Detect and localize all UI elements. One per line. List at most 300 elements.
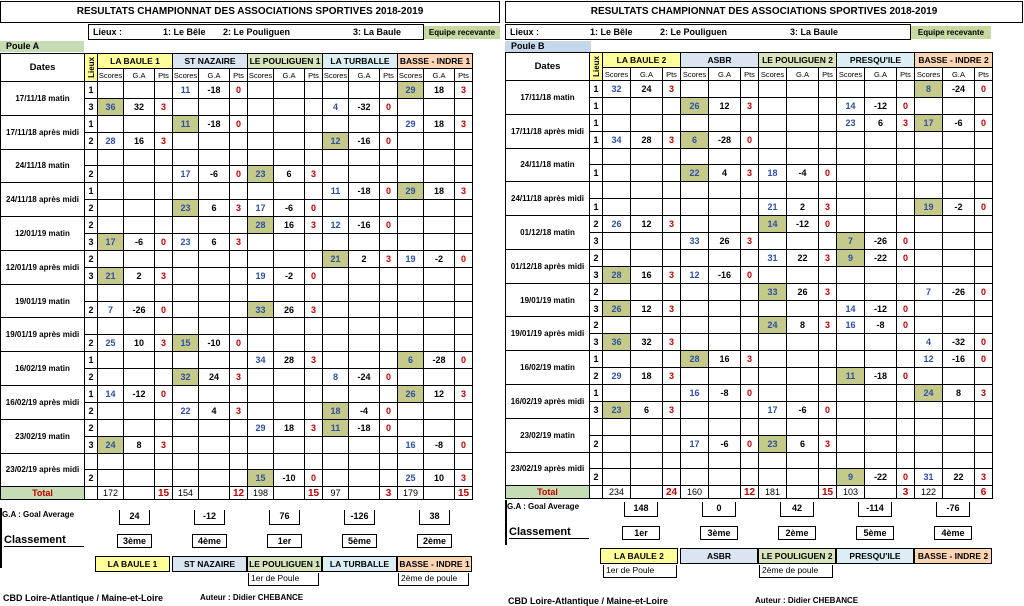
points-cell [380,436,398,453]
rank-value: 3ème [117,534,152,548]
score-cell [173,470,199,487]
score-cell: 29 [603,368,631,385]
score-cell: 23 [248,166,274,183]
points-cell [663,249,681,266]
score-cell: 19 [398,250,424,267]
goal-average-cell [865,216,897,233]
goal-average-cell [124,369,155,386]
score-cell [603,385,631,402]
pool-a-sheet [0,0,501,606]
points-cell: 3 [741,97,759,114]
venues-legend [88,24,424,40]
goal-average-cell [865,351,897,368]
points-cell [897,81,915,98]
points-cell [741,368,759,385]
totals-row [1,487,473,500]
points-cell: 3 [975,469,993,486]
table-row [1,183,473,200]
venue-cell: 1 [590,81,603,98]
table-row [506,452,993,469]
empty-cell [631,418,663,435]
score-cell: 29 [398,183,424,200]
empty-cell [199,487,230,500]
venue-3: 3: La Baule [353,27,402,37]
goal-average-cell [865,266,897,283]
match-date: 23/02/19 matin [506,418,590,452]
goal-average-cell [709,199,741,216]
points-cell [897,334,915,351]
points-cell [380,267,398,284]
goal-average-value: 76 [269,510,300,525]
score-cell [837,385,865,402]
goal-average-cell [865,165,897,182]
points-cell: 0 [897,97,915,114]
empty-cell [199,284,230,301]
venue-1: 1: Le Bêle [163,27,206,37]
points-cell [741,401,759,418]
points-cell [819,233,837,250]
venue-cell: 2 [590,469,603,486]
goal-average-cell [424,335,455,352]
goal-average-cell: 10 [424,470,455,487]
total-points: 12 [230,487,248,500]
points-cell [230,436,248,453]
score-cell [398,98,424,115]
goal-average-cell [865,334,897,351]
score-cell [837,266,865,283]
points-cell [230,132,248,149]
venue-cell: 1 [590,97,603,114]
points-cell [230,386,248,403]
goal-average-cell: 2 [787,199,819,216]
points-cell: 0 [975,351,993,368]
points-cell: 0 [155,301,173,318]
points-cell [819,81,837,98]
empty-cell [975,182,993,199]
points-cell: 0 [305,267,323,284]
venue-cell [85,318,98,335]
empty-cell [173,318,199,335]
empty-cell [709,486,741,499]
match-date: 19/01/19 matin [506,283,590,317]
match-date: 01/12/18 après midi [506,249,590,283]
points-cell [819,469,837,486]
points-cell: 3 [741,351,759,368]
points-cell [819,351,837,368]
table-row [506,249,993,266]
points-cell [819,131,837,148]
goal-average-cell: -6 [199,166,230,183]
score-cell: 36 [603,334,631,351]
points-cell [305,115,323,132]
score-cell [603,283,631,300]
points-cell [230,352,248,369]
score-cell: 28 [248,217,274,234]
goal-average-cell: 8 [787,317,819,334]
points-cell [155,352,173,369]
points-cell: 0 [155,234,173,251]
score-cell [603,199,631,216]
lieux-header [590,53,603,81]
points-cell [663,97,681,114]
ga-subheader: G.A [943,68,975,81]
points-cell [380,200,398,217]
points-cell [741,216,759,233]
score-cell [173,267,199,284]
goal-average-value: -12 [194,510,225,525]
goal-average-cell: -8 [424,436,455,453]
legend-team-1: LA BAULE 1 [95,556,170,572]
empty-cell [759,452,787,469]
pool-name-badge: Poule A [0,41,84,52]
empty-cell [424,318,455,335]
empty-cell [305,318,323,335]
points-cell [380,352,398,369]
score-cell [398,301,424,318]
total-scores: 160 [681,486,709,499]
score-cell [915,300,943,317]
goal-average-cell [787,300,819,317]
empty-cell [124,149,155,166]
points-cell [819,97,837,114]
points-cell: 0 [741,385,759,402]
score-cell [759,97,787,114]
empty-cell [230,149,248,166]
goal-average-cell: 8 [943,385,975,402]
points-cell [230,301,248,318]
empty-cell [248,318,274,335]
venues-label: Lieux : [93,27,123,37]
total-scores: 154 [173,487,199,500]
match-date: 17/11/18 après midi [1,115,85,149]
table-row [506,351,993,368]
goal-average-cell [124,200,155,217]
points-cell: 3 [305,217,323,234]
venue-cell: 1 [590,385,603,402]
goal-average-cell [199,301,230,318]
score-cell: 28 [98,132,124,149]
score-cell [173,183,199,200]
points-cell: 3 [455,115,473,132]
pool-name-badge: Poule B [505,41,591,52]
points-cell: 0 [975,199,993,216]
goal-average-cell [199,132,230,149]
scores-subheader: Scores [323,70,348,80]
empty-cell [323,453,349,470]
table-row [506,216,993,233]
empty-cell [837,418,865,435]
points-cell: 3 [305,166,323,183]
score-cell: 23 [173,200,199,217]
goal-average-cell [787,233,819,250]
empty-cell [155,284,173,301]
scores-subheader: Scores [681,68,709,81]
pts-subheader: Pts [155,69,173,82]
points-cell [897,435,915,452]
empty-cell [305,453,323,470]
venue-cell: 1 [590,351,603,368]
venue-cell: 2 [85,402,98,419]
points-cell [380,386,398,403]
table-row [1,217,473,234]
empty-cell [398,284,424,301]
venue-cell: 3 [590,334,603,351]
venue-cell: 2 [590,249,603,266]
score-cell: 17 [681,435,709,452]
score-cell: 17 [248,200,274,217]
empty-cell [787,452,819,469]
empty-cell [323,284,349,301]
score-cell: 9 [837,249,865,266]
points-cell [897,199,915,216]
goal-average-cell [274,386,305,403]
score-cell: 7 [837,233,865,250]
score-cell [837,334,865,351]
receiving-team-legend: Equipe recevante [424,26,500,39]
score-cell [173,301,199,318]
match-date: 24/11/18 après midi [506,182,590,216]
empty-cell [424,149,455,166]
table-row [506,385,993,402]
score-cell: 25 [398,470,424,487]
score-cell [323,234,349,251]
score-cell [98,369,124,386]
points-cell: 0 [230,115,248,132]
points-cell: 0 [380,217,398,234]
score-cell: 4 [323,98,349,115]
points-cell: 0 [897,300,915,317]
table-row [1,149,473,166]
points-cell: 3 [305,419,323,436]
goal-average-cell [124,166,155,183]
score-cell [603,114,631,131]
score-cell [681,216,709,233]
goal-average-cell [424,419,455,436]
table-row [1,419,473,436]
points-cell [155,250,173,267]
score-cell [759,81,787,98]
table-row [1,453,473,470]
points-cell [741,334,759,351]
goal-average-cell [787,351,819,368]
score-cell: 22 [173,402,199,419]
goal-average-cell [709,334,741,351]
goal-average-cell: 18 [631,368,663,385]
goal-average-cell [349,335,380,352]
points-cell: 0 [897,249,915,266]
score-cell: 12 [681,266,709,283]
goal-average-cell [199,470,230,487]
table-row [1,386,473,403]
points-cell: 3 [305,352,323,369]
points-cell: 3 [455,82,473,99]
score-cell: 24 [759,317,787,334]
empty-cell [199,318,230,335]
goal-average-cell [865,199,897,216]
empty-cell [274,318,305,335]
total-points: 6 [975,486,993,499]
rank-value: 3ème [700,526,738,540]
ga-subheader: G.A [865,68,897,81]
venue-cell: 3 [590,300,603,317]
venue-cell: 3 [85,234,98,251]
empty-cell [631,182,663,199]
venues-label: Lieux : [510,27,540,37]
legend-team-4: PRESQU'ILE [836,548,914,564]
goal-average-cell: 6 [787,435,819,452]
results-table [0,53,473,500]
score-cell: 28 [681,351,709,368]
score-cell [681,199,709,216]
goal-average-cell [349,234,380,251]
score-cell: 15 [173,335,199,352]
goal-average-cell [199,183,230,200]
goal-average-cell [709,368,741,385]
points-cell [305,183,323,200]
empty-cell [155,149,173,166]
goal-average-cell: 8 [124,436,155,453]
goal-average-cell [424,369,455,386]
empty-cell [98,318,124,335]
empty-cell [173,453,199,470]
points-cell: 0 [897,469,915,486]
score-cell [248,335,274,352]
score-cell [837,165,865,182]
score-cell [248,98,274,115]
venue-2: 2: Le Pouliguen [223,27,291,37]
points-cell [897,385,915,402]
empty-cell [230,318,248,335]
empty-cell [943,182,975,199]
goal-average-cell [199,267,230,284]
score-cell [398,402,424,419]
receiving-team-legend: Equipe recevante [911,26,991,39]
goal-average-cell: -6 [709,435,741,452]
score-cell: 12 [915,351,943,368]
empty-cell [915,182,943,199]
goal-average-cell [943,97,975,114]
goal-average-cell [124,250,155,267]
venue-cell: 2 [85,200,98,217]
empty-cell [741,418,759,435]
venue-cell: 2 [85,132,98,149]
goal-average-cell [787,114,819,131]
match-date: 24/11/18 matin [506,148,590,182]
points-cell [155,217,173,234]
legend-team-3: LE POULIGUEN 1 [247,556,322,572]
goal-average-cell [424,301,455,318]
match-date: 16/02/19 matin [1,352,85,386]
points-cell: 0 [230,166,248,183]
points-cell [380,166,398,183]
total-points: 24 [663,486,681,499]
points-cell [741,469,759,486]
rank-value: 5ème [856,526,894,540]
score-cell [173,132,199,149]
points-cell [897,283,915,300]
score-cell: 23 [173,234,199,251]
goal-average-cell [424,200,455,217]
venue-cell: 3 [590,233,603,250]
goal-average-cell: -18 [349,419,380,436]
venue-cell: 2 [85,335,98,352]
points-cell: 0 [380,419,398,436]
ga-subheader: G.A [274,69,305,82]
goal-average-cell: 12 [631,216,663,233]
score-cell [837,131,865,148]
points-cell [897,266,915,283]
score-cell: 12 [323,217,349,234]
goal-average-label: G.A : Goal Average [507,502,580,511]
goal-average-cell [787,385,819,402]
score-cell [603,317,631,334]
venue-cell: 1 [590,165,603,182]
goal-average-cell [943,249,975,266]
score-cell: 11 [173,115,199,132]
points-cell [380,115,398,132]
goal-average-cell [709,81,741,98]
points-cell [455,98,473,115]
total-points: 15 [819,486,837,499]
points-cell [897,401,915,418]
score-cell [323,115,349,132]
venue-cell: 2 [85,166,98,183]
score-cell [759,266,787,283]
empty-cell [631,452,663,469]
goal-average-value: 24 [119,510,150,525]
score-cell: 26 [603,216,631,233]
goal-average-cell: -2 [274,267,305,284]
score-cell: 7 [98,301,124,318]
goal-average-cell [865,81,897,98]
points-cell [975,131,993,148]
score-cell: 32 [173,369,199,386]
footer-author: Auteur : Didier CHEBANCE [200,593,304,602]
points-cell [455,217,473,234]
empty-cell [155,453,173,470]
left-border [505,500,507,545]
score-cell [759,131,787,148]
points-cell [305,402,323,419]
empty-cell [897,182,915,199]
venues-legend [505,24,911,40]
goal-average-cell [631,351,663,368]
goal-average-cell: 24 [199,369,230,386]
score-cell [173,250,199,267]
goal-average-cell [274,369,305,386]
goal-average-cell: 12 [709,97,741,114]
goal-average-cell [631,97,663,114]
score-cell: 32 [603,81,631,98]
score-cell [759,385,787,402]
score-cell: 8 [323,369,349,386]
empty-cell [323,149,349,166]
total-scores: 97 [323,487,349,500]
score-cell [398,369,424,386]
score-cell: 7 [915,283,943,300]
score-cell [98,217,124,234]
team-header: BASSE - INDRE 1 [398,54,473,69]
table-row [1,318,473,335]
points-cell: 3 [741,165,759,182]
empty-cell [819,148,837,165]
score-cell [915,368,943,385]
total-scores: 181 [759,486,787,499]
goal-average-cell [709,114,741,131]
total-scores: 122 [915,486,943,499]
goal-average-cell [424,267,455,284]
score-cell: 25 [98,335,124,352]
